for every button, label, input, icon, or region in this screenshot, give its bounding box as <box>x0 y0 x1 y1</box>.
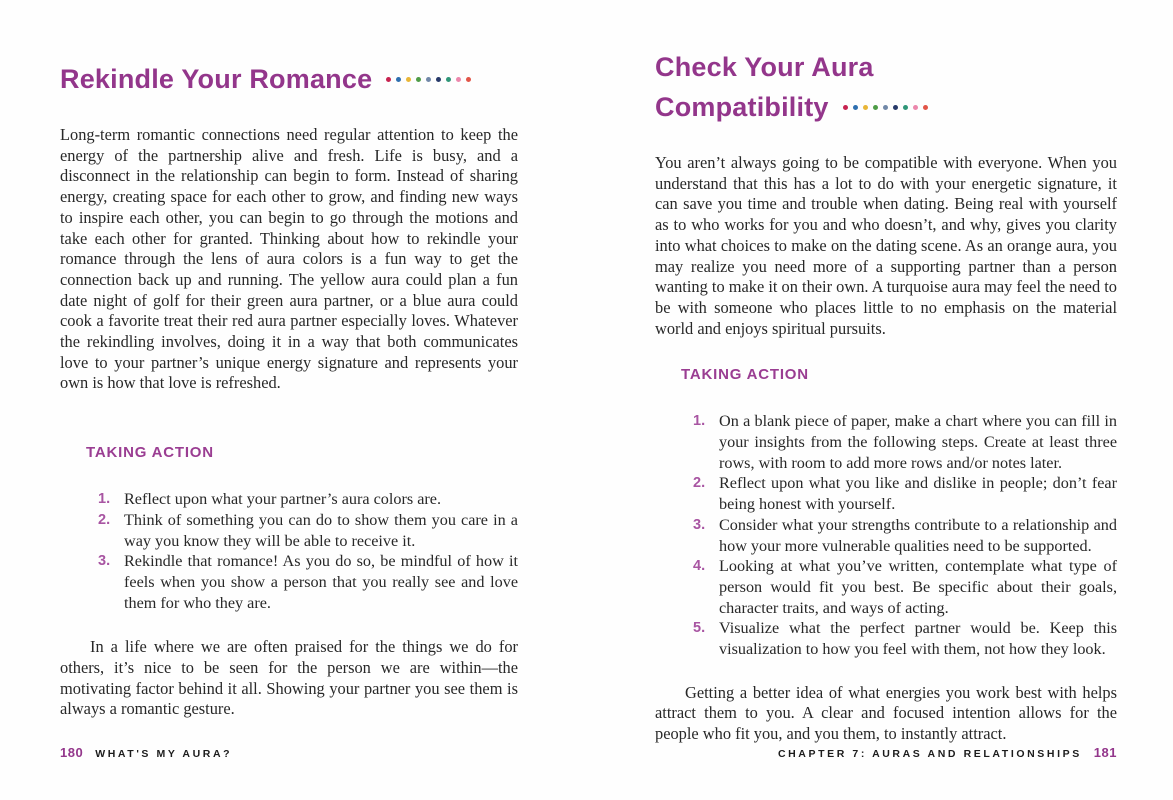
page-number-right: 181 <box>1093 745 1117 760</box>
action-item <box>693 515 1117 556</box>
action-item-text: Think of something you can do to show them you care in a way you know they will be able to receive it. <box>124 510 518 550</box>
action-item-text: Consider what your strengths contribute to a relationship and how your more vulnerable qualities need to be supported. <box>719 515 1117 555</box>
page-title-right-line1: Check Your Aura <box>655 52 874 82</box>
action-item-number: 1. <box>98 491 111 508</box>
action-item-text: Looking at what you’ve written, contemplate what type of person would fit you best. Be specific about their goals, character traits, and ways of acting. <box>719 557 1117 617</box>
running-title: WHAT'S MY AURA? <box>95 748 233 760</box>
title-dot <box>873 105 878 110</box>
title-dot <box>843 105 848 110</box>
closing-paragraph-right: Getting a better idea of what energies you work best with helps attract them to you. A clear and focused intention allows for the people who fit you, and you them, to instantly attract. <box>655 682 1117 744</box>
footer-right <box>778 744 1117 762</box>
title-dot <box>923 105 928 110</box>
title-dot <box>436 77 441 82</box>
action-list-left <box>60 489 518 613</box>
action-item <box>98 510 518 551</box>
page-title-left-text: Rekindle Your Romance <box>60 64 373 94</box>
action-item-number: 3. <box>98 553 111 570</box>
title-dot <box>406 77 411 82</box>
action-item <box>693 556 1117 618</box>
title-dot <box>446 77 451 82</box>
title-dot <box>853 105 858 110</box>
action-item <box>693 618 1117 659</box>
page-right <box>586 0 1173 800</box>
closing-paragraph-left: In a life where we are often praised for the things we do for others, it’s nice to be seen for the person we are within—the motivating factor behind it all. Showing your partner you see them is always a romantic gesture. <box>60 637 518 719</box>
title-dot <box>416 77 421 82</box>
title-dot <box>903 105 908 110</box>
page-title-left <box>60 56 518 96</box>
action-item <box>693 473 1117 514</box>
action-item <box>98 489 518 510</box>
action-item-number: 4. <box>693 558 706 575</box>
action-item-text: On a blank piece of paper, make a chart where you can fill in your insights from the following steps. Create at least three rows, with room to add more rows and/or notes later. <box>719 412 1117 472</box>
title-dot <box>426 77 431 82</box>
title-dot <box>466 77 471 82</box>
action-item-text: Reflect upon what you like and dislike in people; don’t fear being honest with yourself. <box>719 474 1117 514</box>
action-item <box>98 551 518 613</box>
action-item-number: 3. <box>693 516 706 533</box>
action-item-text: Reflect upon what your partner’s aura colors are. <box>124 490 442 509</box>
title-dot <box>913 105 918 110</box>
footer-left <box>60 744 232 762</box>
action-list-right <box>655 411 1117 659</box>
title-dots-right <box>843 84 933 118</box>
title-dot <box>893 105 898 110</box>
title-dot <box>883 105 888 110</box>
page-title-right-line2: Compatibility <box>655 92 829 122</box>
chapter-title: CHAPTER 7: AURAS AND RELATIONSHIPS <box>777 748 1082 760</box>
action-item-number: 2. <box>98 511 111 528</box>
title-dot <box>396 77 401 82</box>
action-item-number: 1. <box>693 413 706 430</box>
action-item-text: Visualize what the perfect partner would be. Keep this visualization to how you feel with them, not how they look. <box>719 619 1117 659</box>
page-title-right <box>655 50 1117 124</box>
action-item-text: Rekindle that romance! As you do so, be mindful of how it feels when you show a person that you really see and love them for who they are. <box>124 552 518 612</box>
intro-paragraph-left: Long-term romantic connections need regular attention to keep the energy of the partnership alive and fresh. Life is busy, and a disconnect in the relationship can begin to form. Instead of sharing energy, creating space for each other to grow, and finding new ways to inspire each other, you can begin to go through the motions and take each other for granted. Thinking about how to rekindle your romance through the lens of aura colors is a fun way to get the connection back up and running. The yellow aura could plan a fun date night of golf for their green aura partner, or a blue aura could cook a favorite treat their red aura partner especially loves. Whatever the rekindling involves, doing it in a way that both communicates love to your partner’s unique energy signature and represents your own is how that love is refreshed. <box>60 125 518 393</box>
action-item <box>693 411 1117 473</box>
section-heading-taking-action-right: TAKING ACTION <box>681 366 809 384</box>
page-number-left: 180 <box>60 745 84 760</box>
intro-paragraph-right: You aren’t always going to be compatible with everyone. When you understand that this has a lot to do with your energetic signature, it can save you time and trouble when dating. Being real with yourself as to who works for you and who doesn’t, and why, gives you clarity into what choices to make on the dating scene. As an orange aura, you may realize you need more of a supporting partner than a person wanting to make it on their own. A turquoise aura may feel the need to be with someone who places little to no emphasis on the material world and enjoys spiritual pursuits. <box>655 153 1118 338</box>
title-dot <box>456 77 461 82</box>
page-left <box>0 0 586 800</box>
action-item-number: 2. <box>693 475 706 492</box>
action-item-number: 5. <box>693 620 706 637</box>
section-heading-taking-action-left: TAKING ACTION <box>86 444 214 462</box>
title-dot <box>386 77 391 82</box>
title-dot <box>863 105 868 110</box>
title-dots-left <box>386 56 476 90</box>
